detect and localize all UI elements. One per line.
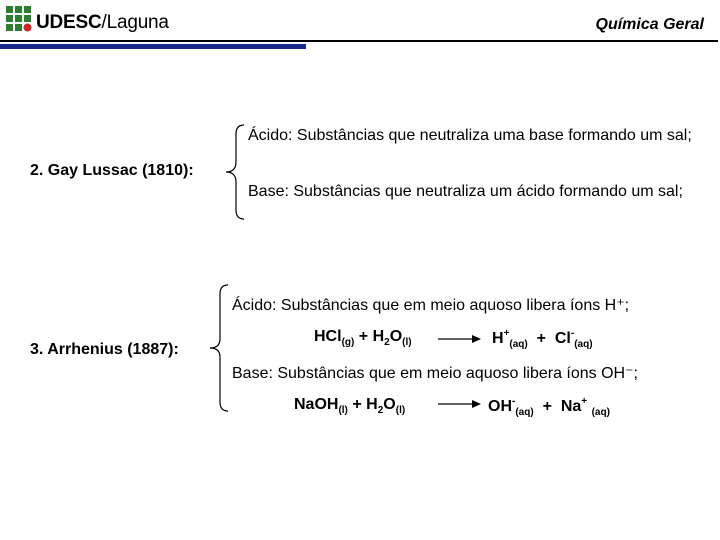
base-equation-products (488, 396, 610, 418)
gay-lussac-base-definition: Base: Substâncias que neutraliza um ácido formando um sal; (248, 183, 683, 200)
base-eq-naoh-state: (l) (338, 405, 348, 416)
gay-lussac-label: 2. Gay Lussac (1810): (30, 162, 194, 179)
arrhenius-base-definition: Base: Substâncias que em meio aquoso libera íons OH⁻; (232, 365, 638, 382)
base-eq-water-o: O (383, 396, 396, 413)
acid-eq-h-charge: + (503, 328, 510, 339)
header-rule (0, 40, 718, 42)
acid-eq-water-sub: 2 (384, 337, 390, 348)
acid-eq-cl: Cl (554, 330, 571, 347)
arrhenius-brace (208, 284, 230, 412)
acid-eq-h-state: (aq) (509, 339, 528, 350)
base-eq-oh-state: (aq) (515, 407, 534, 418)
acid-eq-hcl-state: (g) (341, 337, 355, 348)
course-title: Química Geral (595, 16, 704, 33)
base-eq-water-h: H (366, 396, 378, 413)
acid-eq-water-o: O (389, 328, 403, 345)
acid-eq-cl-state: (aq) (574, 339, 593, 350)
base-eq-na-state: (aq) (591, 407, 610, 418)
base-equation-reactants (294, 396, 405, 416)
gay-lussac-acid-definition: Ácido: Substâncias que neutraliza uma base formando um sal; (248, 127, 692, 144)
acid-eq-water-state: (l) (402, 337, 412, 348)
base-eq-oh-charge: - (512, 396, 516, 407)
acid-eq-water-h: H (372, 328, 385, 345)
acid-eq-plus1: + (358, 328, 369, 345)
base-eq-water-state: (l) (395, 405, 406, 416)
base-eq-water-sub: 2 (377, 405, 384, 416)
brand-title (36, 12, 169, 34)
acid-eq-h: H (492, 330, 504, 347)
header-accent-bar (0, 44, 306, 49)
arrhenius-label: 3. Arrhenius (1887): (30, 341, 179, 358)
udesc-logo-icon (4, 4, 34, 34)
base-eq-oh: OH (488, 398, 512, 415)
base-eq-na: Na (560, 398, 582, 415)
brand-bold: UDESC (36, 12, 102, 33)
acid-eq-hcl: HCl (314, 328, 342, 345)
acid-equation-reactants (314, 328, 412, 348)
brand-rest: /Laguna (101, 12, 169, 33)
base-eq-plus2: + (542, 398, 552, 415)
gay-lussac-brace (224, 124, 246, 220)
acid-eq-plus2: + (536, 330, 546, 347)
base-reaction-arrow-icon (438, 399, 482, 409)
acid-reaction-arrow-icon (438, 334, 482, 344)
base-eq-na-charge: + (581, 396, 588, 407)
acid-equation-products (492, 328, 593, 350)
base-eq-naoh: NaOH (294, 396, 339, 413)
acid-eq-cl-charge: - (570, 328, 575, 339)
arrhenius-acid-definition: Ácido: Substâncias que em meio aquoso libera íons H⁺; (232, 297, 630, 314)
base-eq-plus1: + (352, 396, 362, 413)
